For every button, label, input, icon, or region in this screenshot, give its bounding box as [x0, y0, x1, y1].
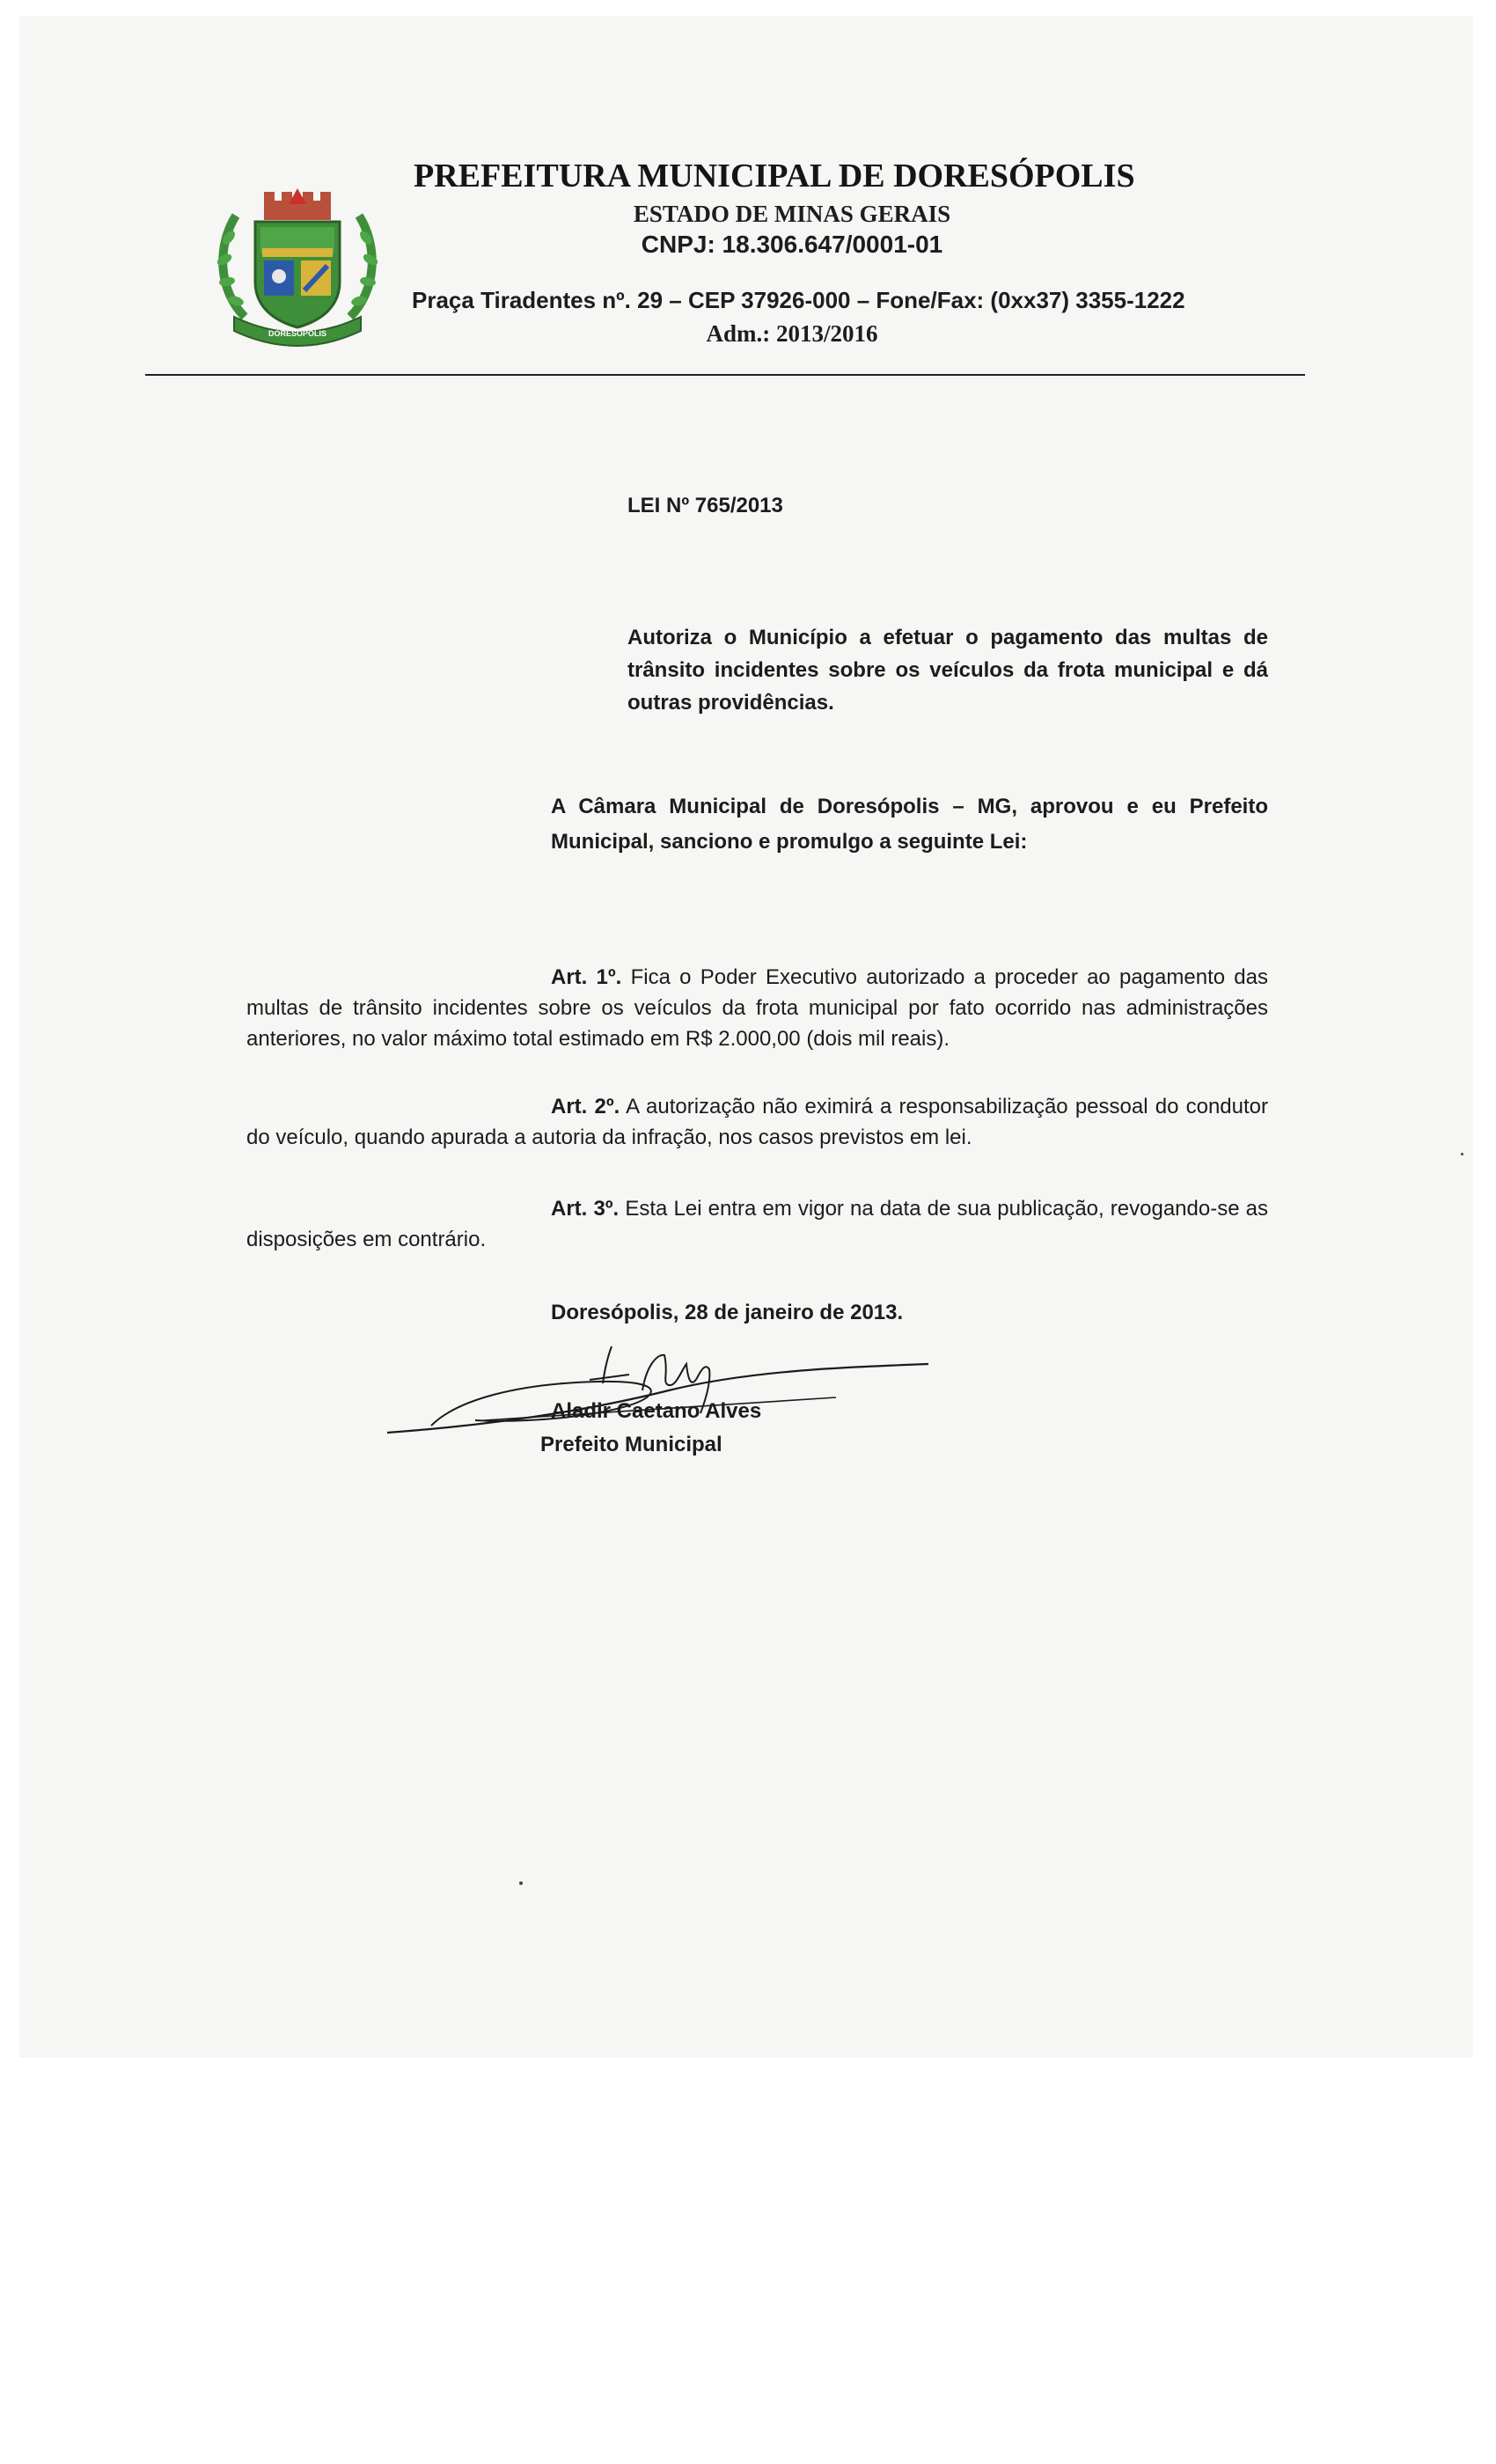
article-1-label: Art. 1º.: [551, 965, 622, 989]
letterhead-cnpj: CNPJ: 18.306.647/0001-01: [641, 231, 943, 258]
letterhead-title: PREFEITURA MUNICIPAL DE DORESÓPOLIS: [414, 158, 1135, 194]
header-divider: [145, 374, 1305, 376]
law-summary: Autoriza o Município a efetuar o pagamento das multas de trânsito incidentes sobre os veículos da frota municipal e dá outras providências.: [627, 626, 1268, 715]
signatory-role: Prefeito Municipal: [540, 1433, 722, 1456]
article-2-text: A autorização não eximirá a responsabilização pessoal do condutor do veículo, quando apurada a autoria da infração, nos casos previstos em lei.: [246, 1095, 1269, 1149]
article-2-label: Art. 2º.: [551, 1095, 620, 1118]
law-number: LEI Nº 765/2013: [627, 494, 783, 517]
article-1-text: Fica o Poder Executivo autorizado a proceder ao pagamento das multas de trânsito incidentes sobre os veículos da frota municipal por fato ocorrido nas administrações anteriores, no valor máximo total estimado em R$ 2.000,00 (dois mil reais).: [246, 965, 1269, 1051]
article-3-text: Esta Lei entra em vigor na data de sua publicação, revogando-se as disposições em contrário.: [246, 1197, 1269, 1251]
article-2: [246, 1091, 1268, 1153]
article-1: [246, 962, 1268, 1054]
municipal-coat-of-arms-logo: [209, 185, 385, 348]
law-preamble: A Câmara Municipal de Doresópolis – MG, aprovou e eu Prefeito Municipal, sanciono e promulgo a seguinte Lei:: [551, 795, 1268, 854]
scan-speck: [1461, 1153, 1463, 1155]
letterhead-administration: Adm.: 2013/2016: [706, 320, 878, 347]
place-and-date: Doresópolis, 28 de janeiro de 2013.: [551, 1301, 904, 1324]
crest-ribbon-text: DORESÓPOLIS: [268, 329, 327, 338]
article-3: [246, 1193, 1268, 1255]
letterhead-state: ESTADO DE MINAS GERAIS: [633, 201, 951, 227]
article-3-label: Art. 3º.: [551, 1197, 620, 1221]
signatory-name: Aladir Caetano Alves: [551, 1399, 762, 1423]
scan-speck: [519, 1881, 523, 1885]
letterhead-address: Praça Tiradentes nº. 29 – CEP 37926-000 – Fone/Fax: (0xx37) 3355-1222: [412, 287, 1185, 313]
scan-margin: [19, 2057, 1473, 2464]
